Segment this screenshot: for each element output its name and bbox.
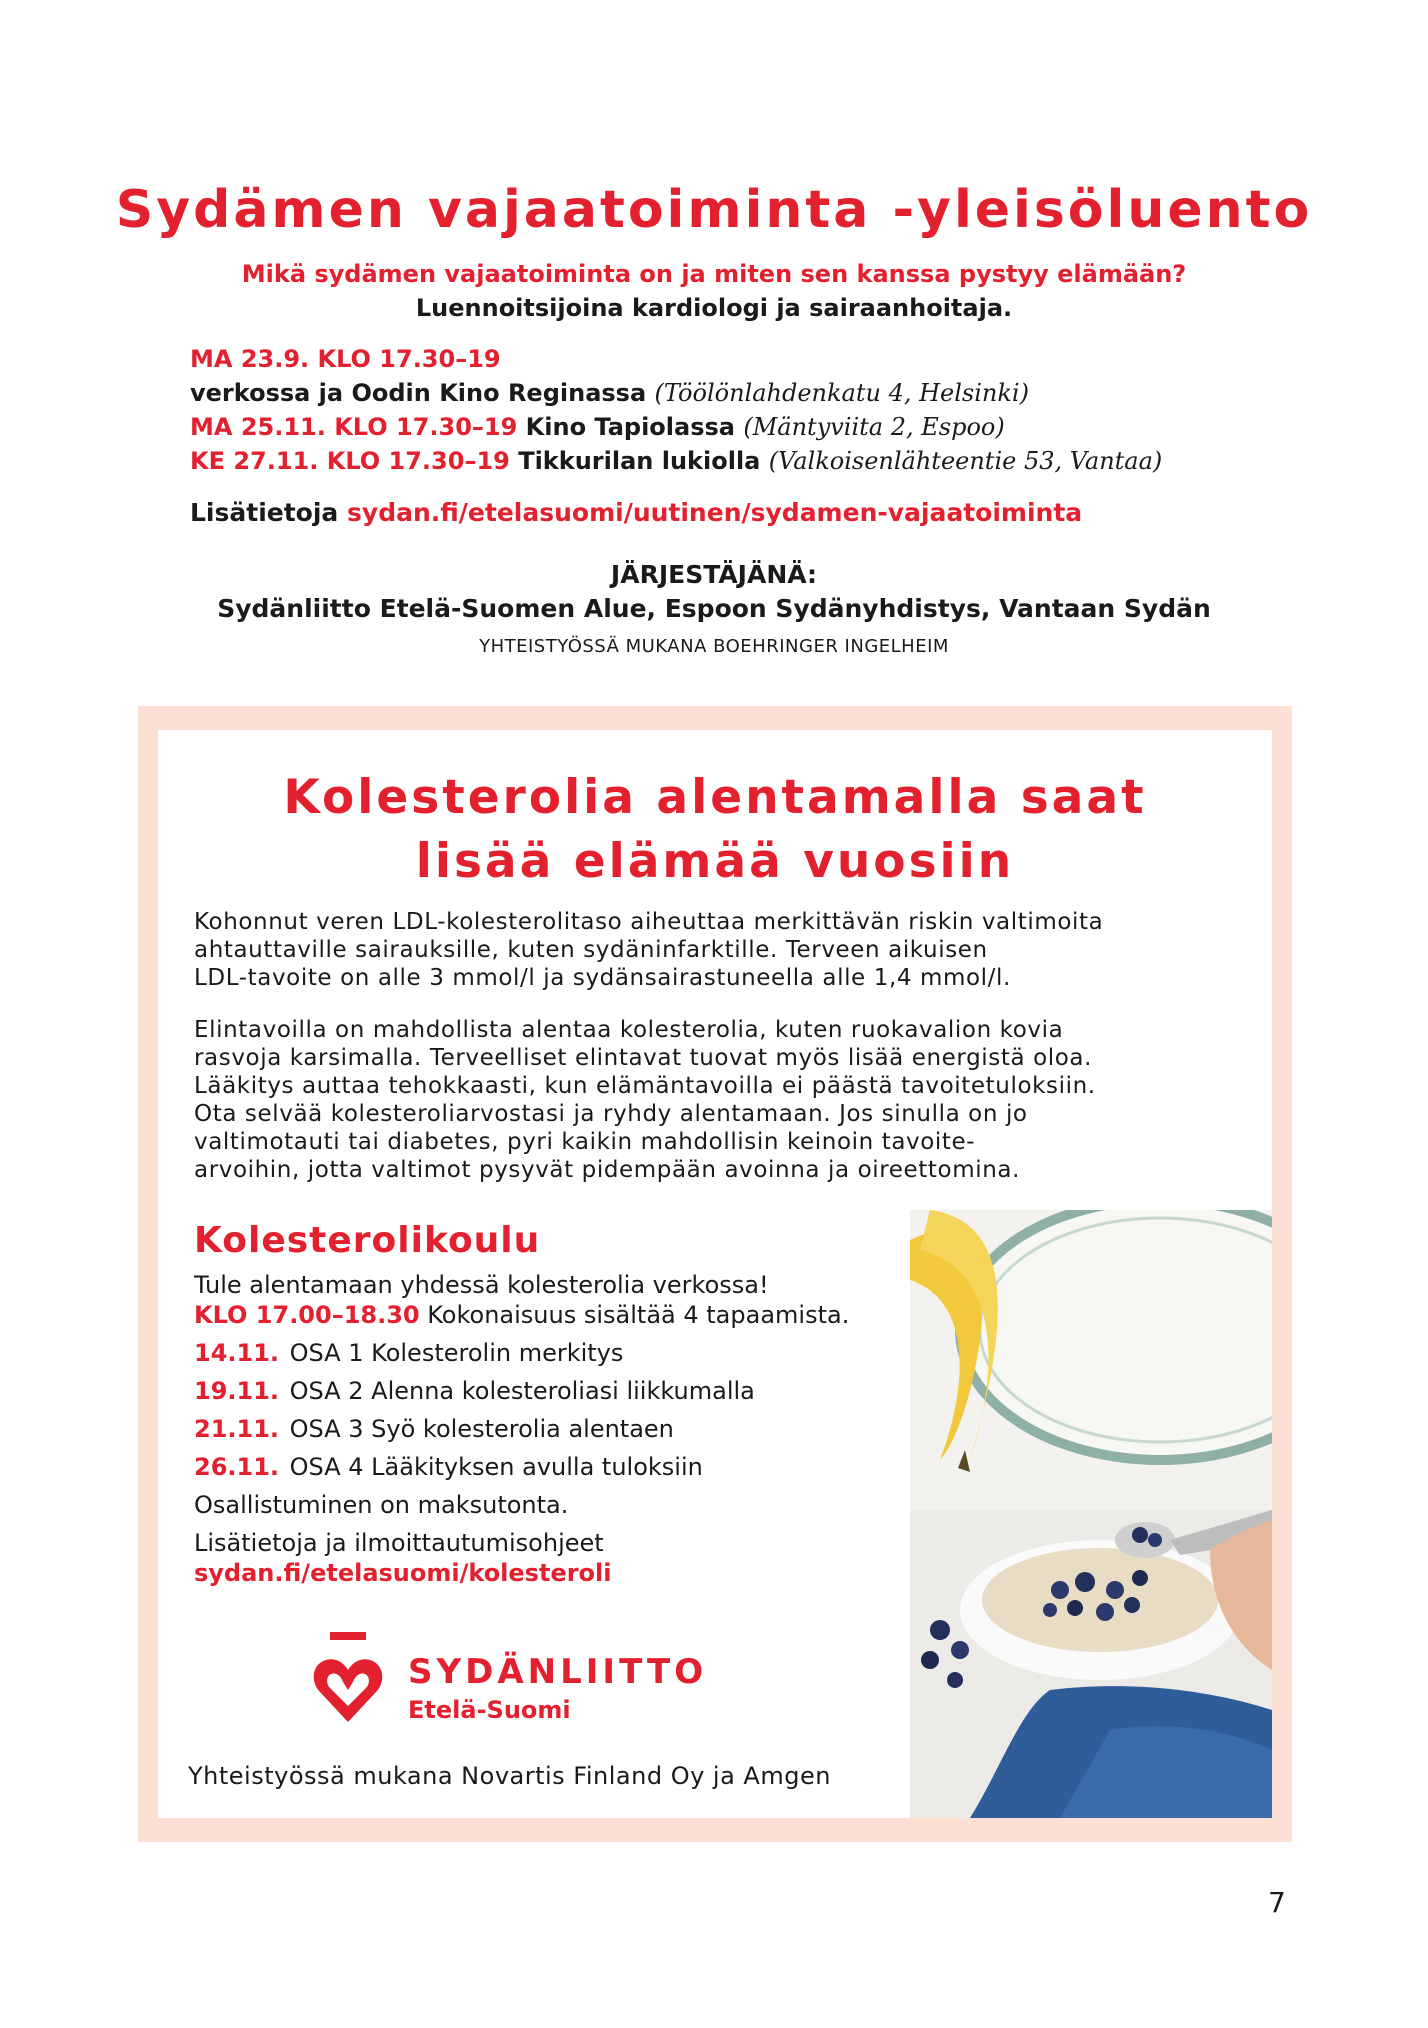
cholesterol-paragraph-2: [194, 1016, 1244, 1184]
paragraph-line: Ota selvää kolesteroliarvostasi ja ryhdy alentamaan. Jos sinulla on jo: [194, 1101, 1028, 1127]
event-info-link[interactable]: sydan.fi/etelasuomi/uutinen/sydamen-vajaatoiminta: [347, 498, 1083, 527]
paragraph-line: LDL-tavoite on alle 3 mmol/l ja sydänsairastuneella alle 1,4 mmol/l.: [194, 965, 1011, 991]
organizer-label: JÄRJESTÄJÄNÄ:: [610, 560, 818, 589]
cholesterol-paragraph-1: [194, 908, 1244, 992]
school-free-note: Osallistuminen on maksutonta.: [194, 1491, 569, 1519]
event-place: verkossa ja Oodin Kino Reginassa: [190, 379, 647, 407]
event-date: MA 25.11. KLO 17.30–19: [190, 413, 518, 441]
event-address: (Töölönlahdenkatu 4, Helsinki): [654, 379, 1029, 407]
heart-logo-icon: [308, 1630, 388, 1730]
session-item: [194, 1452, 894, 1482]
event-date: MA 23.9. KLO 17.30–19: [190, 345, 501, 373]
logo-name: SYDÄNLIITTO: [408, 1652, 708, 1692]
school-link[interactable]: sydan.fi/etelasuomi/kolesteroli: [194, 1559, 612, 1587]
session-item: [194, 1414, 894, 1444]
event-subtitle: Mikä sydämen vajaatoiminta on ja miten sen kanssa pystyy elämään?: [241, 260, 1187, 288]
cholesterol-title-line: lisää elämää vuosiin: [415, 834, 1015, 889]
event-date-row: [190, 410, 1162, 444]
page-number: 7: [1268, 1886, 1286, 1919]
paragraph-line: Kohonnut veren LDL-kolesterolitaso aiheuttaa merkittävän riskin valtimoita: [194, 909, 1104, 935]
sponsor-note: Yhteistyössä mukana Novartis Finland Oy ja Amgen: [188, 1762, 831, 1790]
school-time-row: [194, 1300, 894, 1330]
sydanliitto-logo: [308, 1630, 748, 1740]
paragraph-line: arvoihin, jotta valtimot pysyvät pidempään avoinna ja oireettomina.: [194, 1157, 1020, 1183]
event-date-row: [190, 376, 1162, 410]
event-date-row: [190, 444, 1162, 478]
school-intro: Tule alentamaan yhdessä kolesterolia verkossa!: [194, 1271, 769, 1299]
session-date: 19.11.: [194, 1377, 280, 1405]
school-time: KLO 17.00–18.30: [194, 1301, 420, 1329]
session-label: OSA 4 Lääkityksen avulla tuloksiin: [289, 1453, 703, 1481]
event-title: Sydämen vajaatoiminta -yleisöluento: [115, 180, 1313, 240]
session-label: OSA 3 Syö kolesterolia alentaen: [289, 1415, 674, 1443]
cooperation-note: YHTEISTYÖSSÄ MUKANA BOEHRINGER INGELHEIM: [479, 636, 949, 657]
school-details: [194, 1270, 894, 1588]
paragraph-line: valtimotauti tai diabetes, pyri kaikin mahdollisin keinoin tavoite-: [194, 1129, 976, 1155]
session-label: OSA 1 Kolesterolin merkitys: [289, 1339, 624, 1367]
event-date: KE 27.11. KLO 17.30–19: [190, 447, 510, 475]
session-date: 14.11.: [194, 1339, 280, 1367]
event-place: Tikkurilan lukiolla: [518, 447, 761, 475]
session-item: [194, 1338, 894, 1368]
cholesterol-title-line: Kolesterolia alentamalla saat: [283, 770, 1147, 825]
school-time-note: Kokonaisuus sisältää 4 tapaamista.: [427, 1301, 850, 1329]
event-address: (Mäntyviita 2, Espoo): [743, 413, 1005, 441]
cholesterol-title: [158, 766, 1272, 894]
event-info-label: Lisätietoja: [190, 498, 339, 527]
paragraph-line: Elintavoilla on mahdollista alentaa kolesterolia, kuten ruokavalion kovia: [194, 1017, 1064, 1043]
session-date: 26.11.: [194, 1453, 280, 1481]
school-info: Lisätietoja ja ilmoittautumisohjeet: [194, 1529, 604, 1557]
cholesterol-box: [138, 706, 1292, 1842]
paragraph-line: ahtauttaville sairauksille, kuten sydäninfarktille. Terveen aikuisen: [194, 937, 988, 963]
breakfast-photo: [910, 1210, 1272, 1818]
event-speakers: Luennoitsijoina kardiologi ja sairaanhoitaja.: [415, 294, 1013, 322]
event-dates: [190, 342, 1162, 478]
session-label: OSA 2 Alenna kolesteroliasi liikkumalla: [289, 1377, 755, 1405]
event-date-row: [190, 342, 1162, 376]
organizers: Sydänliitto Etelä-Suomen Alue, Espoon Sydänyhdistys, Vantaan Sydän: [217, 594, 1211, 623]
paragraph-line: Lääkitys auttaa tehokkaasti, kun elämäntavoilla ei päästä tavoitetuloksiin.: [194, 1073, 1096, 1099]
session-date: 21.11.: [194, 1415, 280, 1443]
school-title: Kolesterolikoulu: [194, 1220, 541, 1261]
logo-region: Etelä-Suomi: [408, 1696, 571, 1724]
paragraph-line: rasvoja karsimalla. Terveelliset elintavat tuovat myös lisää energistä oloa.: [194, 1045, 1093, 1071]
session-item: [194, 1376, 894, 1406]
event-address: (Valkoisenlähteentie 53, Vantaa): [768, 447, 1163, 475]
cholesterol-box-inner: [158, 730, 1272, 1818]
event-info: [190, 498, 1082, 527]
event-place: Kino Tapiolassa: [525, 413, 735, 441]
